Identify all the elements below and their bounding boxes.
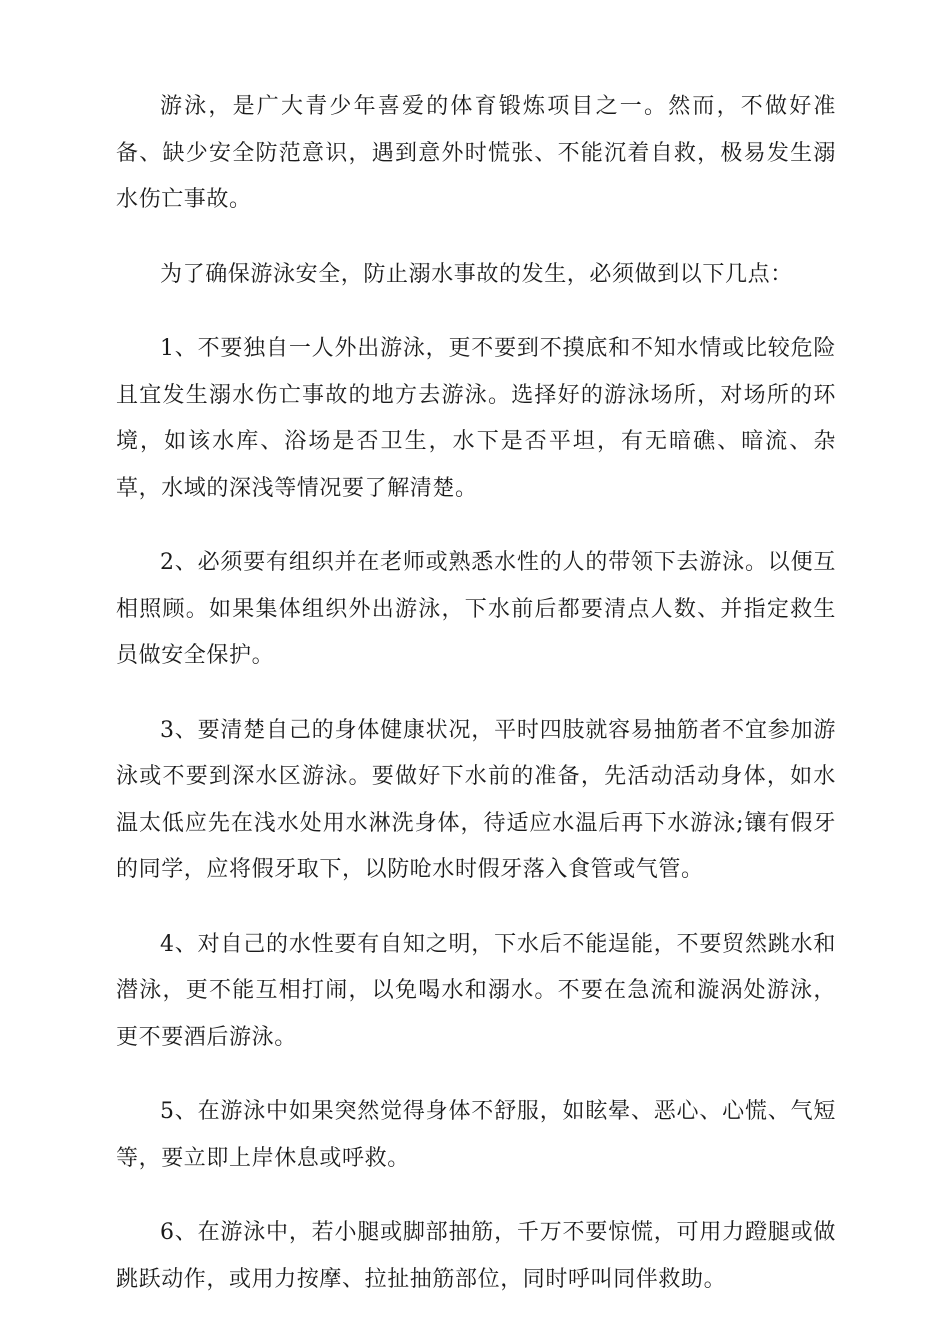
- rule-item-5: 5、在游泳中如果突然觉得身体不舒服，如眩晕、恶心、心慌、气短等，要立即上岸休息或呼救。: [116, 1099, 836, 1171]
- rule-item-1: 1、不要独自一人外出游泳，更不要到不摸底和不知水情或比较危险且宜发生溺水伤亡事故的地方去游泳。选择好的游泳场所，对场所的环境，如该水库、浴场是否卫生，水下是否平坦，有无暗礁、暗流、杂草，水域的深浅等情况要了解清楚。: [116, 336, 836, 501]
- rule-item-4: 4、对自己的水性要有自知之明，下水后不能逞能，不要贸然跳水和潜泳，更不能互相打闹，以免喝水和溺水。不要在急流和漩涡处游泳，更不要酒后游泳。: [116, 931, 836, 1050]
- rule-item-2: 2、必须要有组织并在老师或熟悉水性的人的带领下去游泳。以便互相照顾。如果集体组织外出游泳，下水前后都要清点人数、并指定救生员做安全保护。: [116, 550, 836, 668]
- lead-in-paragraph: 为了确保游泳安全，防止溺水事故的发生，必须做到以下几点：: [160, 261, 793, 287]
- rule-item-3: 3、要清楚自己的身体健康状况，平时四肢就容易抽筋者不宜参加游泳或不要到深水区游泳。要做好下水前的准备，先活动活动身体，如水温太低应先在浅水处用水淋洗身体，待适应水温后再下水游泳;镶有假牙的同学，应将假牙取下，以防呛水时假牙落入食管或气管。: [116, 717, 836, 882]
- document-body: [116, 84, 836, 1331]
- intro-paragraph: 游泳，是广大青少年喜爱的体育锻炼项目之一。然而，不做好准备、缺少安全防范意识，遇到意外时慌张、不能沉着自救，极易发生溺水伤亡事故。: [116, 94, 836, 212]
- rule-item-6: 6、在游泳中，若小腿或脚部抽筋，千万不要惊慌，可用力蹬腿或做跳跃动作，或用力按摩、拉扯抽筋部位，同时呼叫同伴救助。: [116, 1220, 836, 1292]
